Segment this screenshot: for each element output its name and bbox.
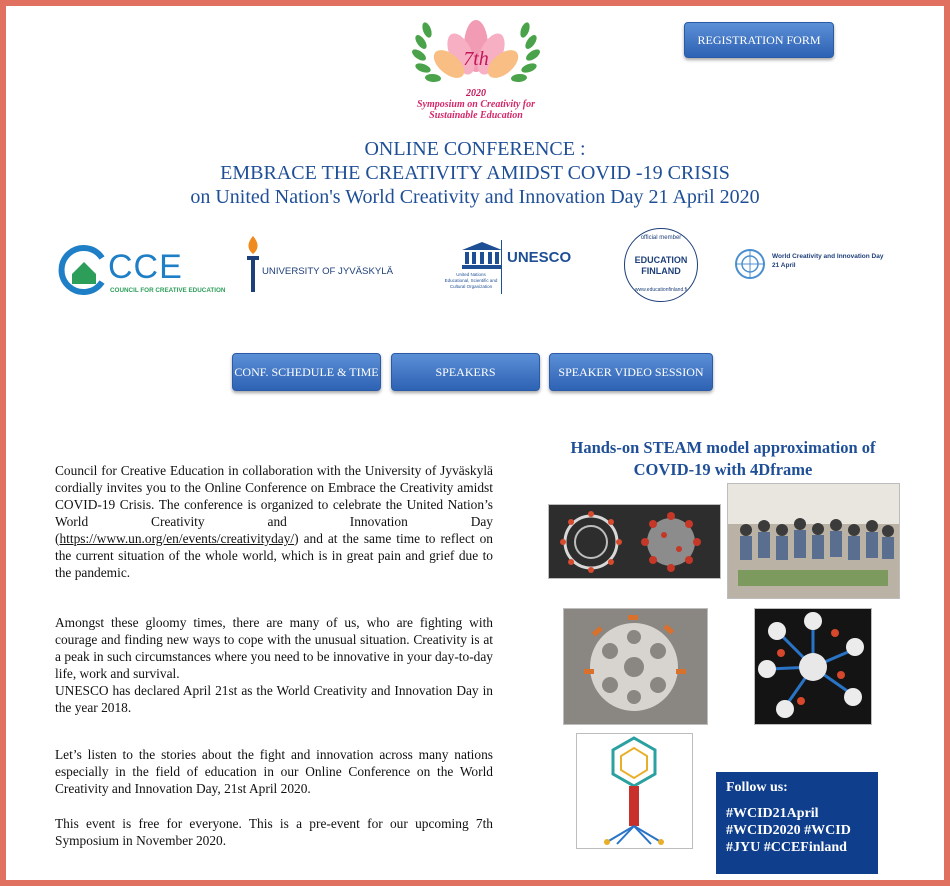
edufi-bottom-text: www.educationfinland.fi (634, 287, 688, 293)
cce-name: CCE (108, 248, 183, 286)
unesco-sub1: United Nations (456, 272, 486, 277)
bacteriophage-model-photo (576, 733, 693, 849)
unesco-sub3: Cultural Organization (449, 284, 493, 289)
gloomy-times-paragraph: Amongst these gloomy times, there are many of us, who are fighting with courage and finding new ways to cope with the unusual situation. Creativity is at a peak in such circumstances where you need to be innovative in your day-to-day life, work and survival. (55, 615, 493, 681)
free-event-paragraph: This event is free for everyone. This is a pre-event for our upcoming 7th Symposium in November 2020. (55, 816, 493, 848)
title-line3: on United Nation's World Creativity and Innovation Day 21 April 2020 (190, 186, 760, 208)
logo-line1: Symposium on Creativity for (416, 99, 536, 110)
hashtag-line2[interactable]: #WCID2020 #WCID (726, 823, 851, 838)
follow-us-title: Follow us: (726, 780, 788, 795)
sphere-model-image (564, 609, 707, 724)
cce-house-icon (58, 244, 110, 296)
creativity-day-link[interactable]: https://www.un.org/en/events/creativityday/ (59, 531, 295, 546)
title-line2: EMBRACE THE CREATIVITY AMIDST COVID -19 CRISIS (220, 162, 730, 184)
unesco-temple-icon (460, 242, 504, 270)
follow-us-box (716, 772, 878, 874)
edufi-top-text: official member (640, 235, 682, 241)
cce-subtitle: COUNCIL FOR CREATIVE EDUCATION (110, 287, 226, 294)
hashtag-line1[interactable]: #WCID21April (726, 806, 819, 821)
education-finland-badge[interactable] (624, 228, 698, 302)
hashtag-line3[interactable]: #JYU #CCEFinland (726, 840, 847, 855)
logo-line2: Sustainable Education (429, 110, 523, 121)
unesco-name: UNESCO (507, 249, 572, 266)
unesco-logo[interactable] (442, 240, 582, 296)
edufi-line2: FINLAND (641, 266, 681, 276)
registration-form-button[interactable]: REGISTRATION FORM (684, 22, 834, 58)
title-line1: ONLINE CONFERENCE : (364, 138, 586, 160)
intro-text-after: ) and at the same time to reflect on the current situation of the whole world, which is in great pain and grief due to the pandemic. (55, 531, 493, 580)
unesco-declaration-paragraph: UNESCO has declared April 21st as the World Creativity and Innovation Day in the year 2018. (55, 683, 493, 715)
logo-year: 2020 (466, 88, 486, 99)
unesco-sub2: Educational, Scientific and (444, 278, 498, 283)
gallery-heading-line2: COVID-19 with 4Dframe (633, 460, 813, 479)
students-group-photo (727, 483, 900, 599)
gallery-heading (540, 437, 906, 481)
jyu-logo[interactable] (238, 234, 398, 296)
cce-logo[interactable] (58, 244, 226, 296)
wcid-line1: World Creativity and Innovation Day (772, 253, 884, 260)
logo-number: 7th (463, 48, 489, 70)
unesco-divider (501, 240, 502, 294)
speaker-video-session-button[interactable]: SPEAKER VIDEO SESSION (549, 353, 713, 391)
gallery-heading-line1: Hands-on STEAM model approximation of (570, 438, 876, 457)
intro-text-before: Council for Creative Education in collaboration with the University of Jyväskylä cordially invites you to the Online Conference on Embrace the Creativity amidst COVID-19 Crisis. The conference is organized to celebrate the United Nation’s World Creativity and Innovation Day ( (55, 463, 493, 546)
un-emblem-icon (734, 248, 766, 280)
conf-schedule-button[interactable]: CONF. SCHEDULE & TIME (232, 353, 381, 391)
intro-paragraph (55, 462, 493, 581)
virus-model-image (549, 505, 720, 578)
group-photo-image (728, 484, 899, 598)
torch-icon (238, 234, 268, 294)
sphere-model-photo (563, 608, 708, 725)
jyu-name: UNIVERSITY OF JYVÄSKYLÄ (262, 266, 393, 277)
wcid-line2: 21 April (772, 262, 796, 269)
coronavirus-model-image (755, 609, 871, 724)
coronavirus-model-photo (754, 608, 872, 725)
bacteriophage-model-image (577, 734, 692, 848)
symposium-logo[interactable] (405, 12, 547, 124)
virus-models-photo (548, 504, 721, 579)
listen-stories-paragraph: Let’s listen to the stories about the fight and innovation across many nations especially in the field of education in our Online Conference on the World Creativity and Innovation Day, 21st April 2020. (55, 747, 493, 796)
wcid-logo[interactable] (734, 248, 904, 282)
speakers-button[interactable]: SPEAKERS (391, 353, 540, 391)
edufi-line1: EDUCATION (634, 255, 688, 265)
